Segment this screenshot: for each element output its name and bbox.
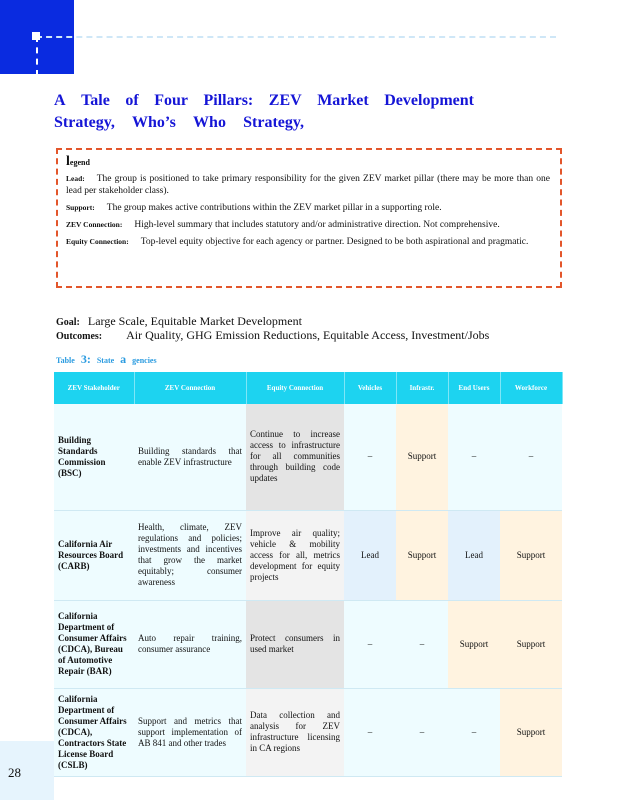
title-line-1 <box>54 90 474 112</box>
equity-connection-cell: Protect consumers in used market <box>246 600 344 688</box>
title-word: Tale <box>81 92 110 109</box>
vehicles-cell: – <box>344 600 396 688</box>
zev-connection-cell: Support and metrics that support implementation of AB 841 and other trades <box>134 688 246 776</box>
header-end-users: End Users <box>448 372 500 404</box>
legend-title: legend <box>66 154 90 169</box>
stakeholder-cell: California Department of Consumer Affairs (CDCA), Bureau of Automotive Repair (BAR) <box>54 600 134 688</box>
infrastructure-cell: – <box>396 688 448 776</box>
goal-line: Goal: Large Scale, Equitable Market Development <box>56 314 302 328</box>
stakeholder-cell: California Department of Consumer Affairs (CDCA), Contractors State License Board (CSLB) <box>54 688 134 776</box>
outcomes-line: Outcomes: Air Quality, GHG Emission Reductions, Equitable Access, Investment/Jobs <box>56 328 490 342</box>
legend-row-support: Support: The group makes active contributions within the ZEV market pillar in a supporting role. <box>66 203 442 213</box>
dashed-rule <box>36 36 556 38</box>
table-header-row <box>54 372 562 404</box>
title-word: Development <box>384 92 474 109</box>
title-word: ZEV <box>268 92 302 109</box>
header-zev-connection: ZEV Connection <box>134 372 246 404</box>
end-users-cell: Lead <box>448 510 500 600</box>
title-word: Four <box>154 92 188 109</box>
title-word: Strategy, <box>54 114 115 131</box>
vehicles-cell: Lead <box>344 510 396 600</box>
end-users-cell: – <box>448 404 500 510</box>
equity-connection-cell: Improve air quality; vehicle & mobility access for all, metrics development for equity projects <box>246 510 344 600</box>
title-word: of <box>125 92 139 109</box>
table-row <box>54 510 562 600</box>
vehicles-cell: – <box>344 404 396 510</box>
equity-connection-cell: Continue to increase access to infrastructure for all communities through building code updates <box>246 404 344 510</box>
page-title <box>54 90 474 134</box>
title-word: Strategy, <box>243 114 304 131</box>
workforce-cell: Support <box>500 600 562 688</box>
header-infrastructure: Infrastr. <box>396 372 448 404</box>
title-word: A <box>54 92 66 109</box>
title-word: Market <box>317 92 369 109</box>
zev-connection-cell: Building standards that enable ZEV infrastructure <box>134 404 246 510</box>
infrastructure-cell: – <box>396 600 448 688</box>
infrastructure-cell: Support <box>396 510 448 600</box>
dashed-rule-vertical <box>36 36 38 76</box>
title-line-2 <box>54 112 304 134</box>
workforce-cell: – <box>500 404 562 510</box>
state-agencies-table <box>54 372 563 777</box>
header-workforce: Workforce <box>500 372 562 404</box>
workforce-cell: Support <box>500 688 562 776</box>
corner-mark <box>32 32 40 40</box>
equity-connection-cell: Data collection and analysis for ZEV infrastructure licensing in CA regions <box>246 688 344 776</box>
stakeholder-cell: California Air Resources Board (CARB) <box>54 510 134 600</box>
header-stakeholder: ZEV Stakeholder <box>54 372 134 404</box>
zev-connection-cell: Auto repair training, consumer assurance <box>134 600 246 688</box>
title-word: Who <box>193 114 226 131</box>
left-margin <box>0 74 54 741</box>
legend-box <box>56 148 562 288</box>
legend-row-equity-connection: Equity Connection: Top-level equity objective for each agency or partner. Designed to be both aspirational and pragmatic. <box>66 237 529 247</box>
page-number: 28 <box>8 765 21 780</box>
end-users-cell: – <box>448 688 500 776</box>
header-vehicles: Vehicles <box>344 372 396 404</box>
table-caption: Table 3: State a gencies <box>56 352 157 366</box>
workforce-cell: Support <box>500 510 562 600</box>
table-row <box>54 688 562 776</box>
vehicles-cell: – <box>344 688 396 776</box>
end-users-cell: Support <box>448 600 500 688</box>
stakeholder-cell: Building Standards Commission (BSC) <box>54 404 134 510</box>
table-row <box>54 404 562 510</box>
header-equity-connection: Equity Connection <box>246 372 344 404</box>
infrastructure-cell: Support <box>396 404 448 510</box>
title-word: Pillars: <box>203 92 254 109</box>
zev-connection-cell: Health, climate, ZEV regulations and policies; investments and incentives that grow the market equitably; consumer awareness <box>134 510 246 600</box>
table-row <box>54 600 562 688</box>
legend-row-lead: Lead: The group is positioned to take primary responsibility for the given ZEV market pillar (there may be more than one lead per stakeholder class). <box>66 174 550 196</box>
title-word: Who’s <box>132 114 176 131</box>
legend-row-zev-connection: ZEV Connection: High-level summary that includes statutory and/or administrative direction. Not comprehensive. <box>66 220 500 230</box>
